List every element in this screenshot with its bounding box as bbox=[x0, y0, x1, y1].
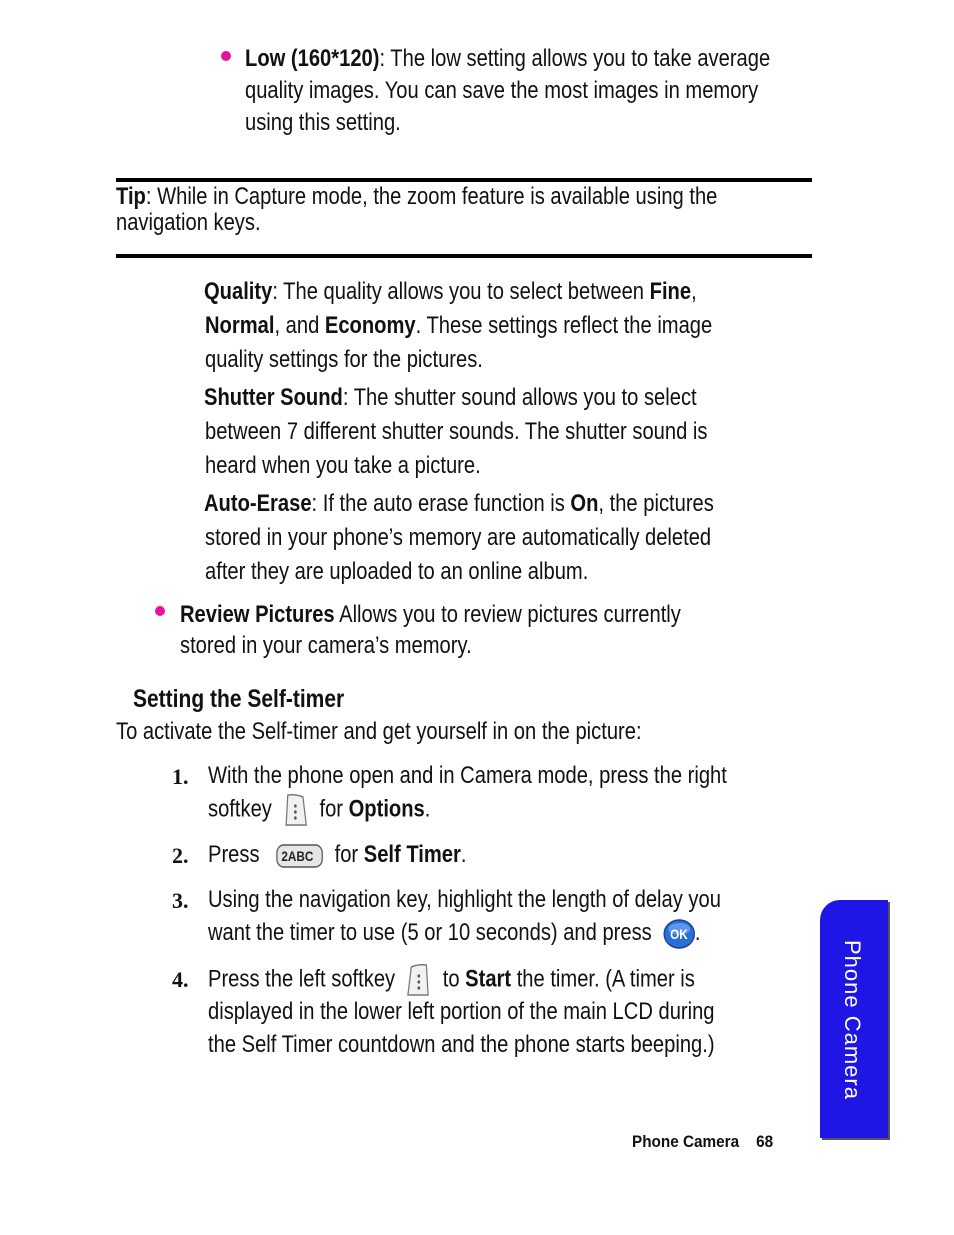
quality-line3: quality settings for the pictures. bbox=[205, 346, 483, 373]
step1-line1: With the phone open and in Camera mode, press the right bbox=[208, 762, 727, 789]
shutter-line2: between 7 different shutter sounds. The shutter sound is bbox=[205, 418, 708, 445]
step2-line1: Press 2ABC for Self Timer. bbox=[208, 841, 467, 868]
autoerase-line1: Auto-Erase: If the auto erase function is On, the pictures bbox=[204, 490, 714, 517]
step4-line3: the Self Timer countdown and the phone starts beeping.) bbox=[208, 1031, 715, 1058]
right-softkey-icon bbox=[283, 793, 308, 827]
tip-term: Tip bbox=[116, 183, 146, 210]
tip-line2: navigation keys. bbox=[116, 209, 261, 236]
step4-line2: displayed in the lower left portion of the main LCD during bbox=[208, 998, 715, 1025]
step-number: 1. bbox=[172, 764, 189, 789]
step1-line2: softkey for Options. bbox=[208, 793, 430, 827]
bullet-icon bbox=[155, 606, 165, 616]
quality-line1: Quality: The quality allows you to select between Fine, bbox=[204, 278, 697, 305]
section-intro: To activate the Self-timer and get yourself in on the picture: bbox=[116, 718, 642, 745]
bullet-icon bbox=[221, 51, 231, 61]
shutter-line3: heard when you take a picture. bbox=[205, 452, 481, 479]
section-heading: Setting the Self-timer bbox=[133, 685, 345, 713]
low-setting-line1: Low (160*120): The low setting allows you to take average bbox=[245, 45, 771, 72]
quality-line2: Normal, and Economy. These settings reflect the image bbox=[205, 312, 713, 339]
step3-line2: want the timer to use (5 or 10 seconds) and press OK . bbox=[208, 917, 700, 949]
autoerase-line3: after they are uploaded to an online album. bbox=[205, 558, 589, 585]
step-number: 2. bbox=[172, 843, 189, 868]
page-footer bbox=[632, 1132, 773, 1152]
low-setting-line2: quality images. You can save the most images in memory bbox=[245, 77, 759, 104]
step4-line1: Press the left softkey to Start the timer. (A timer is bbox=[208, 963, 695, 997]
ok-key-icon: OK bbox=[663, 919, 695, 949]
left-softkey-icon bbox=[406, 963, 431, 997]
tip-line1: Tip: While in Capture mode, the zoom feature is available using the bbox=[116, 183, 718, 210]
review-line2: stored in your camera’s memory. bbox=[180, 632, 472, 659]
step3-line1: Using the navigation key, highlight the length of delay you bbox=[208, 886, 721, 913]
page-number: 68 bbox=[756, 1132, 774, 1151]
tip-bottom-rule bbox=[116, 254, 812, 258]
step-number: 3. bbox=[172, 888, 189, 913]
chapter-side-tab-label: Phone Camera bbox=[840, 940, 865, 1100]
low-term: Low (160*120) bbox=[245, 45, 380, 72]
key-2abc-icon: 2ABC bbox=[276, 844, 323, 868]
shutter-line1: Shutter Sound: The shutter sound allows you to select bbox=[204, 384, 697, 411]
footer-section: Phone Camera bbox=[632, 1132, 740, 1151]
review-line1: Review Pictures Allows you to review pictures currently bbox=[180, 601, 681, 628]
quality-term: Quality bbox=[204, 278, 273, 305]
shutter-term: Shutter Sound bbox=[204, 384, 343, 411]
review-term: Review Pictures bbox=[180, 601, 335, 628]
autoerase-term: Auto-Erase bbox=[204, 490, 312, 517]
autoerase-line2: stored in your phone’s memory are automatically deleted bbox=[205, 524, 712, 551]
low-setting-line3: using this setting. bbox=[245, 109, 401, 136]
step-number: 4. bbox=[172, 967, 189, 992]
